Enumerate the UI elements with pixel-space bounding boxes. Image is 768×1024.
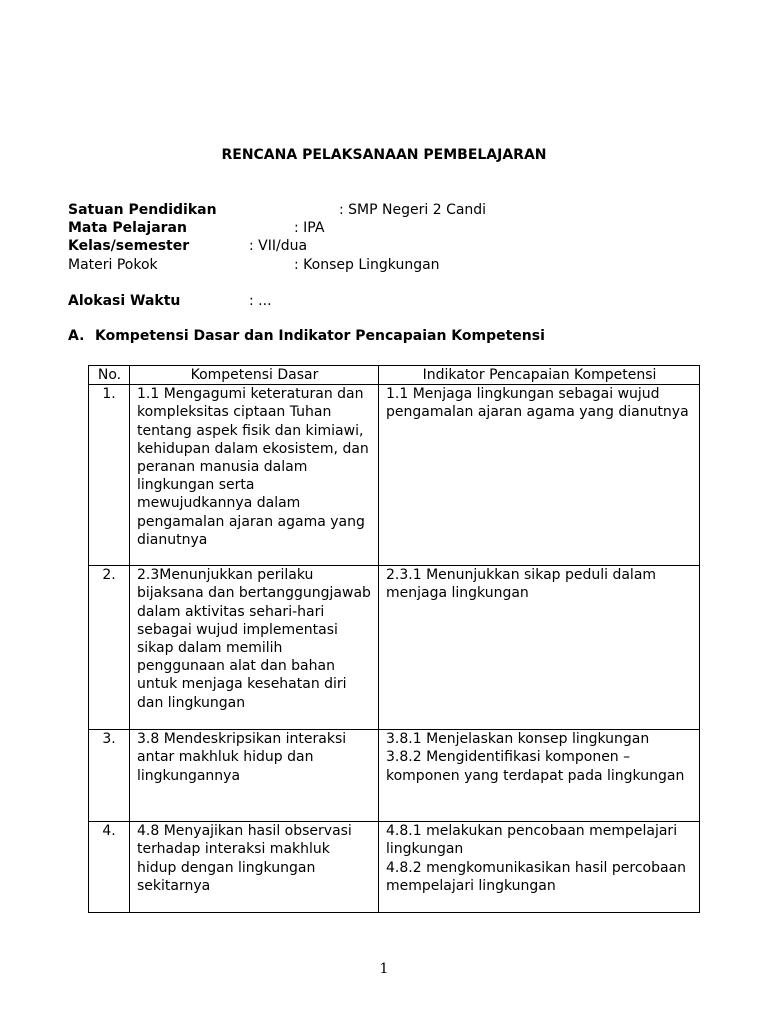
indikator-cell (379, 385, 700, 566)
section-title: Kompetensi Dasar dan Indikator Pencapaian Kompetensi (95, 328, 545, 344)
section-letter: A. (68, 328, 85, 344)
info-value: : Konsep Lingkungan (294, 257, 440, 273)
indikator-item: 3.8.1 Menjelaskan konsep lingkungan (386, 731, 650, 748)
indikator-item: 2.3.1 Menunjukkan sikap peduli dalam menjaga lingkungan (386, 567, 657, 602)
table-header-row (89, 366, 700, 385)
row-number: 4. (89, 822, 130, 913)
info-label: Mata Pelajaran (68, 220, 187, 236)
info-value: : ... (249, 293, 272, 309)
info-label: Kelas/semester (68, 238, 190, 254)
indikator-cell (379, 566, 700, 730)
header-no: No. (89, 366, 130, 385)
indikator-item: 4.8.2 mengkomunikasikan hasil percobaan mempelajari lingkungan (386, 859, 687, 894)
indikator-cell (379, 822, 700, 913)
document-title: RENCANA PELAKSANAAN PEMBELAJARAN (221, 147, 547, 163)
indikator-item: 3.8.2 Mengidentifikasi komponen – komponen yang terdapat pada lingkungan (386, 749, 685, 784)
header-indikator: Indikator Pencapaian Kompetensi (379, 366, 700, 385)
indikator-item: 1.1 Menjaga lingkungan sebagai wujud pengamalan ajaran agama yang dianutnya (386, 386, 689, 421)
table-row (89, 822, 700, 913)
table-row (89, 385, 700, 566)
kompetensi-dasar-cell: 3.8 Mendeskripsikan interaksi antar makhluk hidup dan lingkungannya (130, 730, 379, 822)
table-row (89, 730, 700, 822)
row-number: 3. (89, 730, 130, 822)
section-a-heading (68, 328, 545, 344)
kompetensi-dasar-cell: 4.8 Menyajikan hasil observasi terhadap interaksi makhluk hidup dengan lingkungan sekitarnya (130, 822, 379, 913)
page-number: 1 (379, 961, 389, 977)
info-value: : SMP Negeri 2 Candi (339, 202, 487, 218)
row-number: 2. (89, 566, 130, 730)
info-label: Satuan Pendidikan (68, 202, 217, 218)
competency-table (88, 365, 700, 913)
row-number: 1. (89, 385, 130, 566)
kompetensi-dasar-cell: 1.1 Mengagumi keteraturan dan kompleksitas ciptaan Tuhan tentang aspek fisik dan kimiawi, kehidupan dalam ekosistem, dan peranan manusia dalam lingkungan serta mewujudkannya dalam pengamalan ajaran agama yang dianutnya (130, 385, 379, 566)
info-value: : IPA (294, 220, 325, 236)
info-label: Alokasi Waktu (68, 293, 181, 309)
info-label: Materi Pokok (68, 257, 158, 273)
header-kompetensi-dasar: Kompetensi Dasar (130, 366, 379, 385)
indikator-item: 4.8.1 melakukan pencobaan mempelajari lingkungan (386, 823, 678, 858)
kompetensi-dasar-cell: 2.3Menunjukkan perilaku bijaksana dan bertanggungjawab dalam aktivitas sehari-hari sebagai wujud implementasi sikap dalam memilih penggunaan alat dan bahan untuk menjaga kesehatan diri dan lingkungan (130, 566, 379, 730)
indikator-cell (379, 730, 700, 822)
table-row (89, 566, 700, 730)
info-value: : VII/dua (249, 238, 308, 254)
